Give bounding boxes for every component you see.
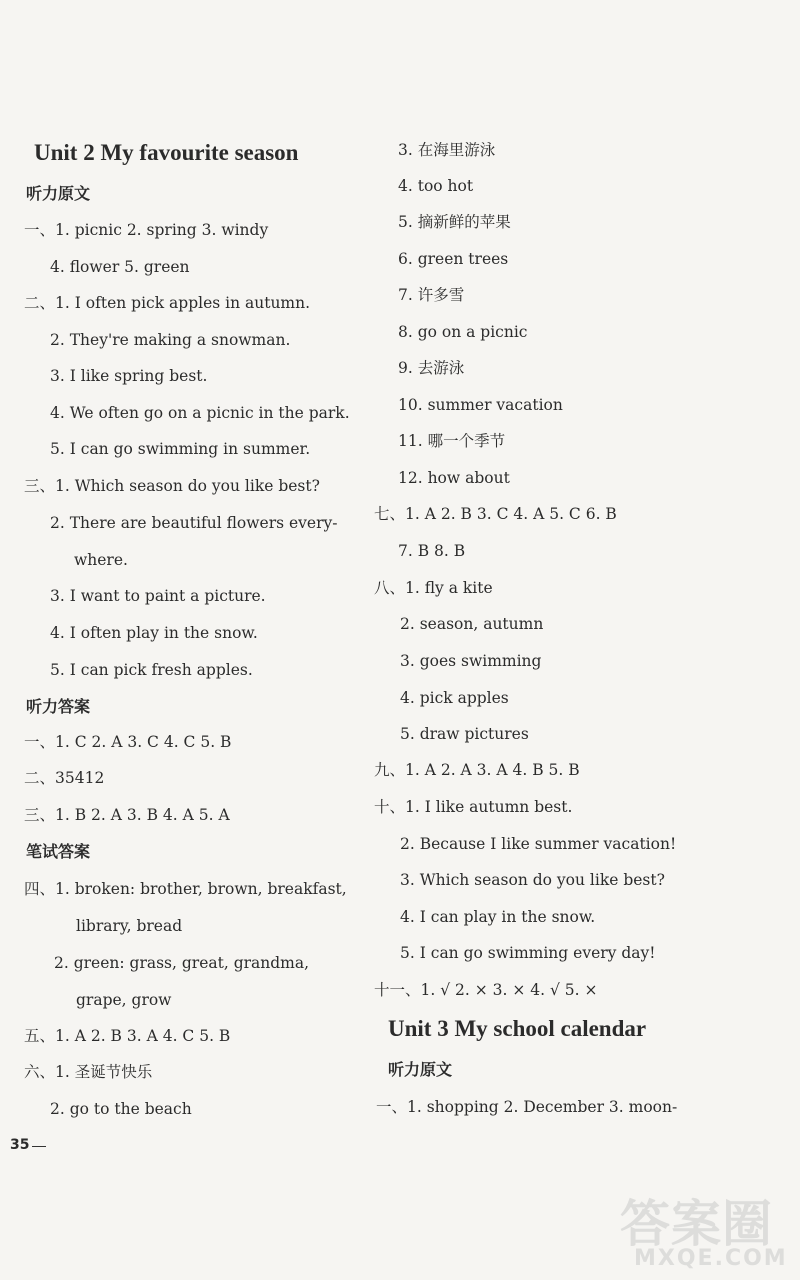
answer-line: 4. I can play in the snow. [400,908,596,926]
answer-line: 三、1. Which season do you like best? [24,477,320,495]
answer-line: 五、1. A 2. B 3. A 4. C 5. B [24,1027,231,1045]
page-number-dash [32,1146,46,1147]
section-listening-script: 听力原文 [388,1060,453,1079]
unit-3-title: Unit 3 My school calendar [388,1016,647,1041]
answer-line: 2. There are beautiful flowers every- [50,514,338,532]
answer-line: 2. season, autumn [400,615,544,633]
answer-line: 八、1. fly a kite [374,579,493,597]
answer-line: 2. green: grass, great, grandma, [54,954,310,972]
answer-line: 7. 许多雪 [398,286,465,304]
answer-line: 4. too hot [398,177,474,195]
answer-line: 5. I can pick fresh apples. [50,661,253,679]
answer-line: 11. 哪一个季节 [398,432,506,450]
answer-line: 3. I like spring best. [50,367,208,385]
answer-line: 10. summer vacation [398,396,563,414]
answer-line: 2. Because I like summer vacation! [400,835,677,853]
section-written-answers: 笔试答案 [26,842,91,861]
answer-line: 6. green trees [398,250,509,268]
answer-line: 3. 在海里游泳 [398,141,496,159]
section-listening-script: 听力原文 [26,184,91,203]
answer-line: 七、1. A 2. B 3. C 4. A 5. C 6. B [374,505,617,523]
watermark-logo-text: 答案圈 [620,1195,773,1253]
answer-line: 3. I want to paint a picture. [50,587,266,605]
answer-line: 2. go to the beach [50,1100,192,1118]
answer-line: 一、1. picnic 2. spring 3. windy [24,221,269,239]
answer-line: 7. B 8. B [398,542,466,560]
watermark-url: MXQE.COM [634,1246,788,1271]
unit-2-title: Unit 2 My favourite season [34,140,299,165]
answer-line: 九、1. A 2. A 3. A 4. B 5. B [374,761,580,779]
answer-line: 9. 去游泳 [398,359,465,377]
section-listening-answers: 听力答案 [26,697,91,716]
answer-line: 三、1. B 2. A 3. B 4. A 5. A [24,806,230,824]
answer-line: 12. how about [398,469,510,487]
answer-line: where. [74,551,128,569]
answer-line: 十、1. I like autumn best. [374,798,573,816]
answer-line: 4. pick apples [400,689,509,707]
answer-line: 二、1. I often pick apples in autumn. [24,294,311,312]
answer-line: 5. I can go swimming in summer. [50,440,311,458]
answer-line: 一、1. C 2. A 3. C 4. C 5. B [24,733,232,751]
answer-line: 二、35412 [24,769,105,787]
answer-line: 3. Which season do you like best? [400,871,665,889]
answer-line: 5. draw pictures [400,725,529,743]
answer-line: 六、1. 圣诞节快乐 [24,1063,153,1081]
answer-line: 2. They're making a snowman. [50,331,291,349]
answer-line: 5. 摘新鲜的苹果 [398,213,511,231]
answer-line: 四、1. broken: brother, brown, breakfast, [24,880,347,898]
answer-line: 5. I can go swimming every day! [400,944,656,962]
answer-line: grape, grow [76,991,172,1009]
answer-line: 一、1. shopping 2. December 3. moon- [376,1098,678,1116]
answer-line: 4. flower 5. green [50,258,190,276]
answer-line: 4. We often go on a picnic in the park. [50,404,350,422]
watermark [612,1182,797,1277]
answer-line: library, bread [76,917,183,935]
answer-line: 8. go on a picnic [398,323,528,341]
answer-line: 十一、1. √ 2. × 3. × 4. √ 5. × [374,981,598,999]
answer-line: 3. goes swimming [400,652,542,670]
page-number: 35 [10,1137,30,1153]
answer-line: 4. I often play in the snow. [50,624,258,642]
